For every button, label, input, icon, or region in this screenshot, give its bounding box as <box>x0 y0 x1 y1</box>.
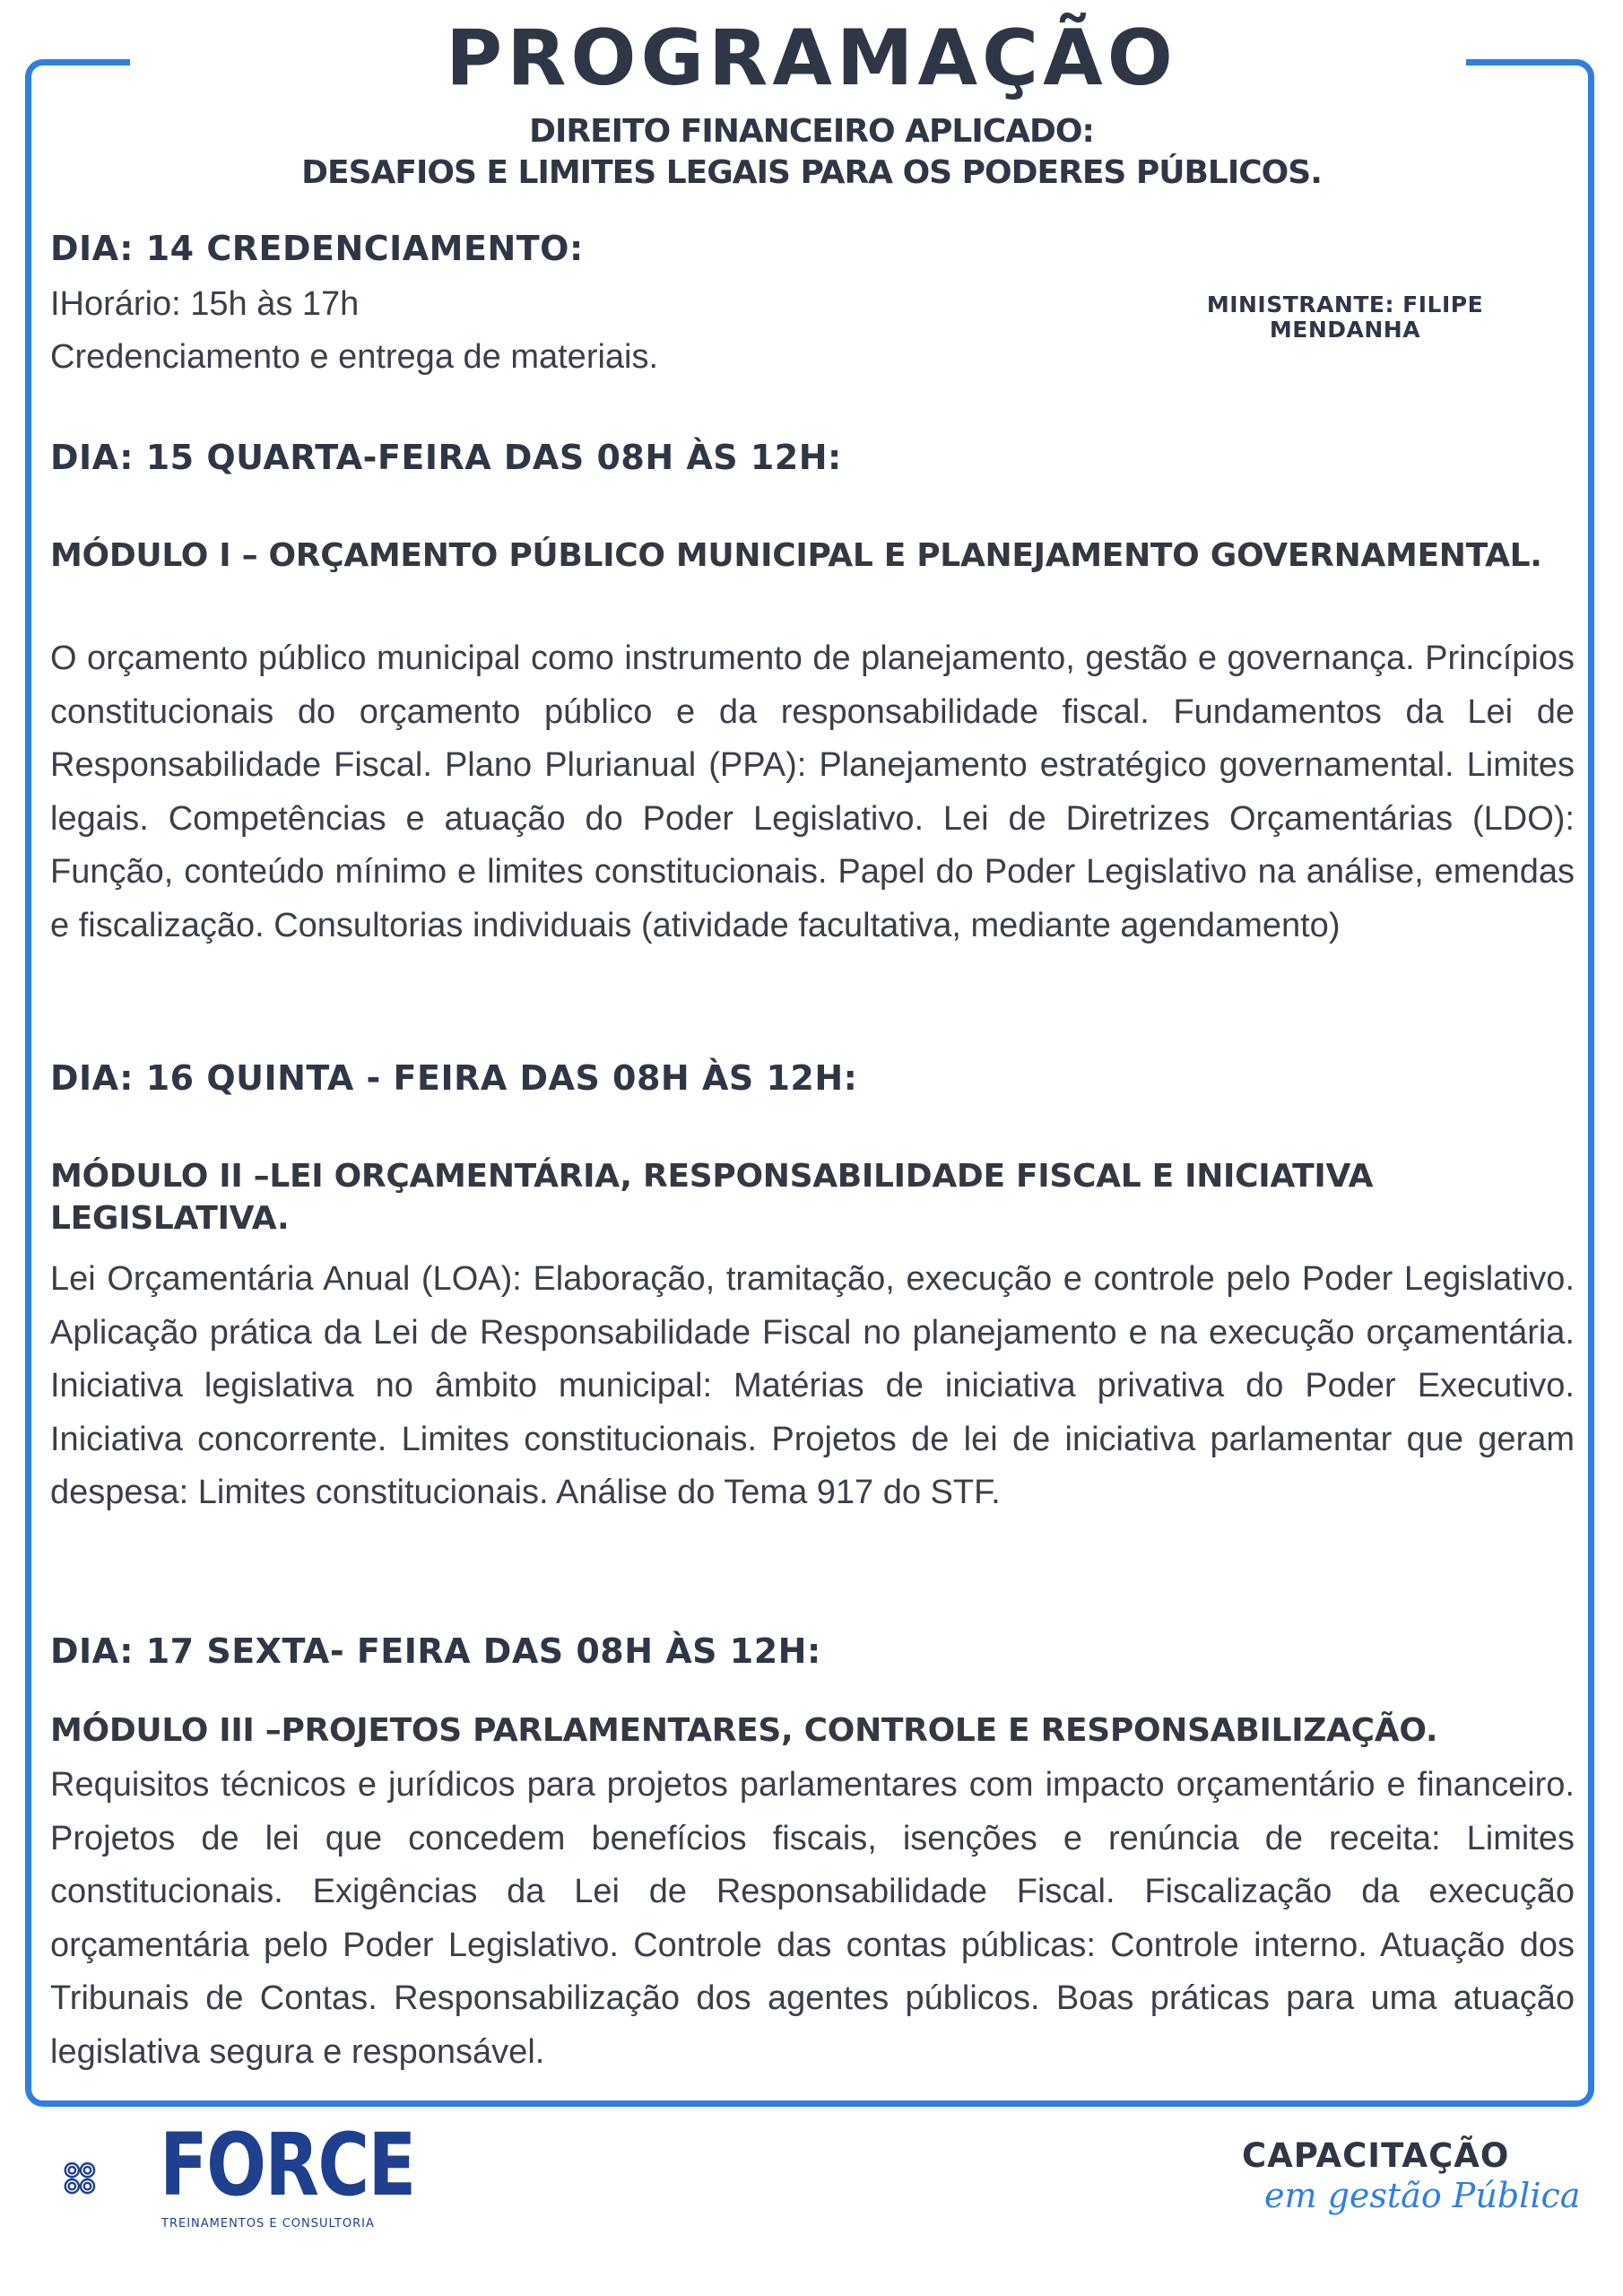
module-1-body: O orçamento público municipal como instrumento de planejamento, gestão e governança. Princípios constitucionais do orçamento público e da responsabilidade fiscal. Fundamentos da Lei de Responsabilidade Fiscal. Plano Plurianual (PPA): Planejamento estratégico governamental. Limites legais. Competências e atuação do Poder Legislativo. Lei de Diretrizes Orçamentárias (LDO): Função, conteúdo mínimo e limites constitucionais. Papel do Poder Legislativo na análise, emendas e fiscalização. Consultorias individuais (atividade facultativa, mediante agendamento) <box>50 639 1575 944</box>
day-14-schedule: IHorário: 15h às 17h <box>50 285 360 323</box>
subtitle-line-1: DIREITO FINANCEIRO APLICADO: <box>529 113 1094 150</box>
ministrante-line-2: MENDANHA <box>1269 317 1421 343</box>
module-1-title: MÓDULO I – ORÇAMENTO PÚBLICO MUNICIPAL E PLANEJAMENTO GOVERNAMENTAL. <box>50 537 1542 574</box>
force-spiral-logo-icon <box>63 2130 161 2229</box>
module-3-title: MÓDULO III –PROJETOS PARLAMENTARES, CONTROLE E RESPONSABILIZAÇÃO. <box>50 1712 1438 1749</box>
page-title: PROGRAMAÇÃO <box>446 13 1177 103</box>
ministrante-line-1: MINISTRANTE: FILIPE <box>1206 291 1484 317</box>
day-14-heading: DIA: 14 CREDENCIAMENTO: <box>50 229 584 268</box>
subtitle-line-2: DESAFIOS E LIMITES LEGAIS PARA OS PODERES PÚBLICOS. <box>301 154 1322 191</box>
module-3-body: Requisitos técnicos e jurídicos para projetos parlamentares com impacto orçamentário e financeiro. Projetos de lei que concedem benefícios fiscais, isenções e renúncia de receita: Limites constitucionais. Exigências da Lei de Responsabilidade Fiscal. Fiscalização da execução orçamentária pelo Poder Legislativo. Controle das contas públicas: Controle interno. Atuação dos Tribunais de Contas. Responsabilização dos agentes públicos. Boas práticas para uma atuação legislativa segura e responsável. <box>50 1766 1575 2071</box>
day-14-description: Credenciamento e entrega de materiais. <box>50 338 659 376</box>
day-17-heading: DIA: 17 SEXTA- FEIRA DAS 08H ÀS 12H: <box>50 1631 821 1671</box>
ministrante-label <box>1103 292 1587 343</box>
force-tagline: TREINAMENTOS E CONSULTORIA <box>161 2217 375 2231</box>
capacitacao-script: em gestão Pública <box>1264 2176 1581 2215</box>
capacitacao-title: CAPACITAÇÃO <box>1242 2136 1510 2175</box>
day-15-heading: DIA: 15 QUARTA-FEIRA DAS 08H ÀS 12H: <box>50 438 842 477</box>
module-2-body: Lei Orçamentária Anual (LOA): Elaboração, tramitação, execução e controle pelo Poder Legislativo. Aplicação prática da Lei de Responsabilidade Fiscal no planejamento e na execução orçamentária. Iniciativa legislativa no âmbito municipal: Matérias de iniciativa privativa do Poder Executivo. Iniciativa concorrente. Limites constitucionais. Projetos de lei de iniciativa parlamentar que geram despesa: Limites constitucionais. Análise do Tema 917 do STF. <box>50 1260 1575 1511</box>
day-16-heading: DIA: 16 QUINTA - FEIRA DAS 08H ÀS 12H: <box>50 1058 858 1098</box>
force-brand-name: FORCE <box>160 2115 415 2215</box>
module-2-title: MÓDULO II –LEI ORÇAMENTÁRIA, RESPONSABILIDADE FISCAL E INICIATIVA LEGISLATIVA. <box>50 1158 1374 1237</box>
page-subtitle <box>0 111 1623 194</box>
